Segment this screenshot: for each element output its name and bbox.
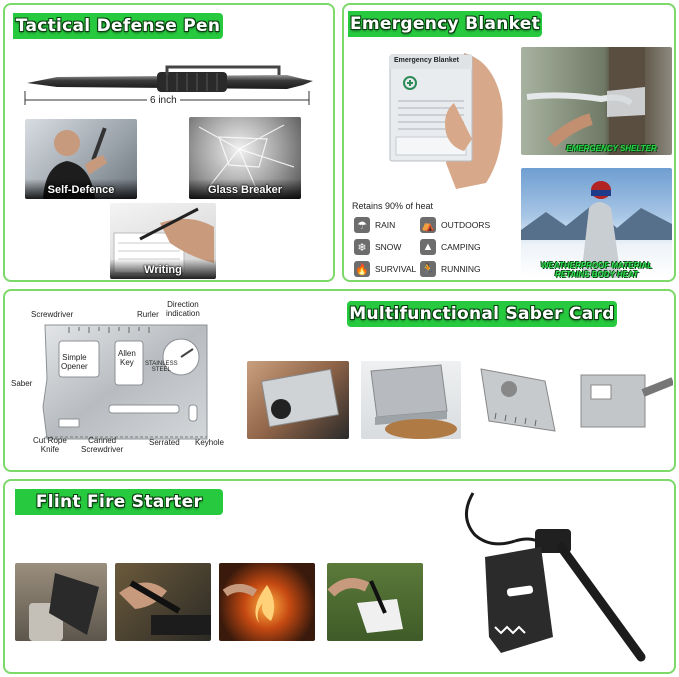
feature-label: SURVIVAL — [375, 264, 417, 274]
flint-photo-1 — [15, 563, 107, 641]
saber-title-banner: Multifunctional Saber Card — [347, 301, 617, 327]
label-saber: Saber — [11, 379, 33, 388]
feature-label: SNOW — [375, 242, 402, 252]
label-screwdriver: Screwdriver — [31, 310, 74, 319]
snow-blanket-photo — [521, 168, 672, 278]
label-direction: Direction indication — [166, 300, 200, 318]
rain-icon: ☂ — [354, 217, 370, 233]
saber-photo-3 — [475, 361, 567, 439]
outdoors-icon: ⛺ — [420, 217, 436, 233]
bottle-opener-use-icon — [15, 563, 107, 641]
card-ruler-icon — [475, 361, 567, 439]
flint-photo-3 — [219, 563, 315, 641]
self-defence-photo — [25, 119, 137, 199]
feature-label: CAMPING — [441, 242, 481, 252]
saber-photo-4 — [577, 361, 673, 439]
feature-rain — [354, 217, 395, 233]
flint-striker-product — [445, 487, 669, 671]
pen-panel — [3, 3, 335, 282]
feature-label: RUNNING — [441, 264, 481, 274]
saber-panel — [3, 289, 676, 472]
saber-photo-1 — [247, 361, 349, 439]
self-defence-caption: Self-Defence — [25, 179, 137, 199]
flint-photo-2 — [115, 563, 211, 641]
camping-icon: ▲ — [420, 239, 436, 255]
survival-icon: 🔥 — [354, 261, 370, 277]
snow-caption-1: WEATHERPROOF MATERIAL — [540, 261, 653, 270]
snow-caption-2: RETAINS BODY HEAT — [554, 270, 639, 278]
running-icon: 🏃 — [420, 261, 436, 277]
blanket-package-title: Emergency Blanket — [394, 57, 459, 64]
card-in-hand-icon — [247, 361, 349, 439]
label-cut-rope: Cut Rope Knife — [33, 436, 67, 454]
writing-caption: Writing — [110, 259, 216, 279]
pen-title-banner: Tactical Defense Pen — [13, 13, 223, 39]
card-allen-key: Allen Key — [118, 349, 136, 367]
label-serrated: Serrated — [149, 438, 180, 447]
feature-camping — [420, 239, 481, 255]
foil-wrap-icon — [521, 47, 672, 155]
writing-photo — [110, 203, 216, 279]
feature-outdoors — [420, 217, 490, 233]
card-stainless: STAINLESS STEEL — [145, 361, 178, 373]
flint-panel — [3, 479, 676, 674]
campfire-icon — [219, 563, 315, 641]
feature-snow — [354, 239, 401, 255]
label-keyhole: Keyhole — [195, 438, 224, 447]
flint-photo-4 — [327, 563, 423, 641]
feature-running — [420, 261, 481, 277]
saber-photo-2 — [361, 361, 461, 439]
flint-title-banner: Flint Fire Starter — [15, 489, 223, 515]
tinder-paper-icon — [327, 563, 423, 641]
feature-label: RAIN — [375, 220, 396, 230]
label-canned: Canned Screwdriver — [81, 436, 124, 454]
blanket-panel — [342, 3, 676, 282]
glass-breaker-photo — [189, 117, 301, 199]
tree-photo-caption: EMERGENCY SHELTER — [566, 144, 657, 153]
card-sawing-icon — [361, 361, 461, 439]
blanket-title-banner: Emergency Blanket — [348, 11, 542, 37]
retains-heat-text: Retains 90% of heat — [352, 201, 434, 211]
striker-hand-icon — [115, 563, 211, 641]
blanket-package-illustration — [376, 43, 516, 193]
glass-breaker-caption: Glass Breaker — [189, 179, 301, 199]
card-bottle-opener-icon — [577, 361, 673, 439]
feature-survival — [354, 261, 416, 277]
pen-size-label: 6 inch — [147, 95, 180, 106]
snow-icon: ❄ — [354, 239, 370, 255]
tree-shelter-photo — [521, 47, 672, 155]
feature-label: OUTDOORS — [441, 220, 491, 230]
card-simple-opener: Simple Opener — [61, 353, 88, 371]
saber-card-diagram — [39, 319, 217, 447]
label-ruler: Rurler — [137, 310, 159, 319]
